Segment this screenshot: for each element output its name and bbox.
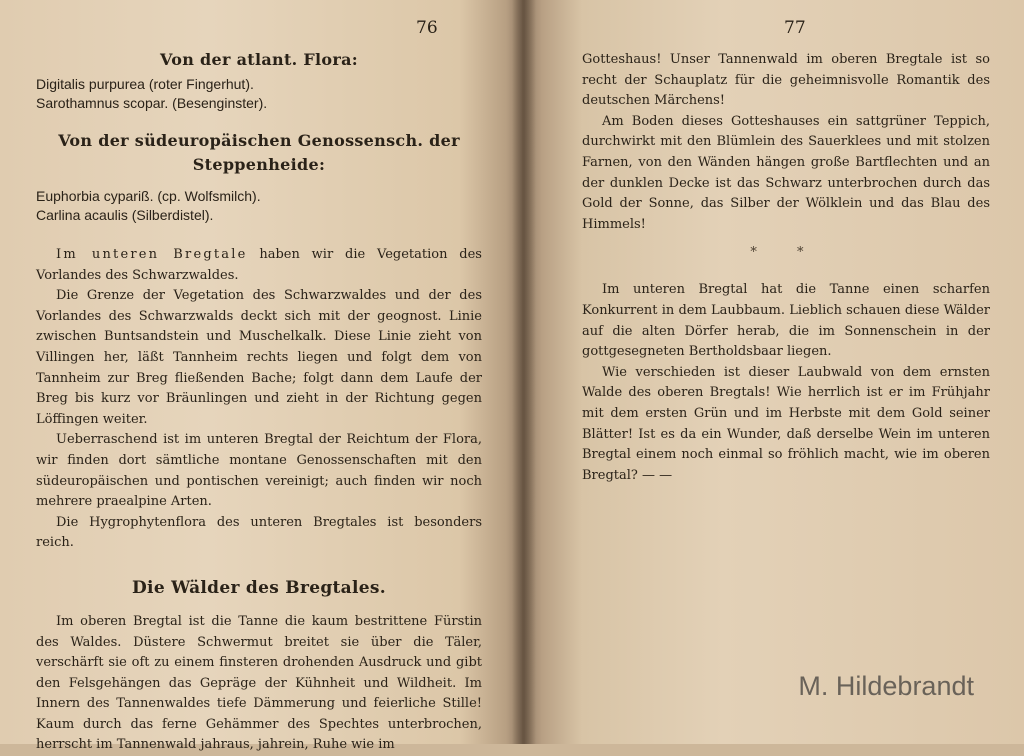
paragraph-vegetation-border: Die Grenze der Vegetation des Schwarzwaldes und der des Vorlandes des Schwarzwalds deckt sich mit der geognost. Linie zwischen Buntsandstein und Muschelkalk. Diese Linie zieht von Villingen her, läßt Tannheim rechts liegen und folgt dem von Tannheim zur Breg fließenden Bache; folgt dann dem Laufe der Breg bis kurz vor Bräunlingen und zieht in der Richtung gegen Löffingen weiter. — [36, 288, 482, 427]
paragraph-deciduous-competition: Im unteren Bregtal hat die Tanne einen scharfen Konkurrent in dem Laubbaum. Lieblich schauen diese Wälder auf die alten Dörfer herab, die im Sonnenschein in der gottgesegneten Bertholdsbaar liegen. — [582, 282, 990, 360]
heading-atlantic-flora: Von der atlant. Flora: — [160, 50, 358, 69]
page-number-right: 77 — [784, 18, 806, 38]
plant-item: Carlina acaulis (Silberdistel). — [36, 207, 214, 223]
paragraph-flora-richness: Ueberraschend ist im unteren Bregtal der Reichtum der Flora, wir finden dort sämtliche montane Genossenschaften mit den südeuropäischen und pontischen vereinigt; auch finden wir noch mehrere praealpine Arten. — [36, 432, 482, 510]
paragraph-upper-bregtal-fir: Im oberen Bregtal ist die Tanne die kaum bestrittene Fürstin des Waldes. Düstere Schwermut breitet sie über die Täler, verschärft sie oft zu einem finsteren drohenden Ausdruck und gibt den Felsgehängen das Gepräge der Kühnheit und Wildheit. Im Innern des Tannenwaldes tiefe Dämmerung und feierliche Stille! Kaum durch das ferne Gehämmer des Spechtes unterbrochen, herrscht im Tannenwald jahraus, jahrein, Ruhe wie im — [36, 613, 482, 753]
page-number-left: 76 — [416, 18, 438, 38]
paragraph-text: haben wir die Vegetation des Vorlandes des Schwarzwaldes. — [36, 247, 482, 283]
plant-item: Euphorbia cypariß. (cp. Wolfsmilch). — [36, 188, 261, 204]
plant-item: Digitalis purpurea (roter Fingerhut). — [36, 76, 254, 92]
right-page — [522, 0, 1024, 744]
paragraph-hygrophyten: Die Hygrophytenflora des unteren Bregtales ist besonders reich. — [36, 514, 482, 551]
paragraph-deciduous-forest: Wie verschieden ist dieser Laubwald von dem ernsten Walde des oberen Bregtals! Wie herrlich ist er im Frühjahr mit dem ersten Grün und im Herbste mit dem Gold seiner Blätter! Ist es da ein Wunder, daß derselbe Wein im unteren Bregtal einem noch einmal so fröhlich macht, wie im oberen Bregtal? — — — [582, 364, 990, 483]
heading-south-european: Von der südeuropäischen Genossensch. der Steppenheide: — [58, 131, 460, 174]
atlantic-plant-list — [36, 75, 482, 113]
south-plant-list — [36, 187, 482, 225]
emphasis-lower-bregtal: Im unteren Bregtale — [56, 247, 248, 262]
heading-forests: Die Wälder des Bregtales. — [132, 577, 386, 598]
paragraph-gotteshaus: Gotteshaus! Unser Tannenwald im oberen Bregtale ist so recht der Schauplatz für die geheimnisvolle Romantik des deutschen Märchens! — [582, 52, 990, 109]
photographer-watermark: M. Hildebrandt — [798, 671, 974, 701]
section-stars: * * — [750, 245, 822, 261]
paragraph-forest-floor: Am Boden dieses Gotteshauses ein sattgrüner Teppich, durchwirkt mit den Blümlein des Sauerklees und mit stolzen Farnen, von den Wänden hängen große Bartflechten und an der dunklen Decke ist das Schwarz unterbrochen durch das Gold der Sonne, das Silber der Wölklein und das Blau des Himmels! — [582, 113, 990, 232]
paragraph-lower-bregtal — [36, 245, 482, 286]
plant-item: Sarothamnus scopar. (Besenginster). — [36, 95, 268, 111]
book-gutter — [512, 0, 536, 744]
lower-section — [582, 280, 990, 486]
